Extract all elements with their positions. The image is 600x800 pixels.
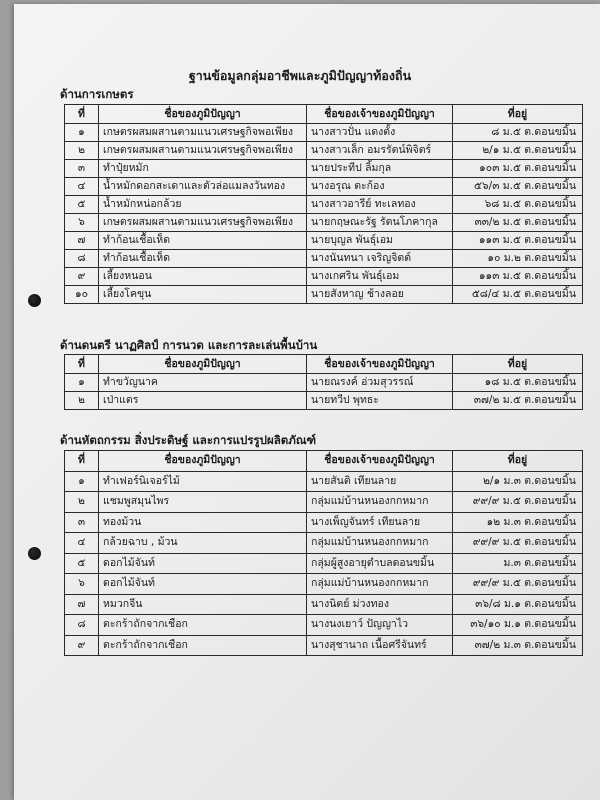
punch-hole [28,547,41,560]
owner-name: นางเกศริน พันธุ์เอม [307,268,453,286]
owner-name: นายทวีป พุทธะ [307,392,453,410]
table-row [65,471,583,492]
wisdom-name: ตะกร้าถักจากเชือก [99,635,307,656]
address: ๓๗/๒ ม.๕ ต.ดอนขมิ้น [453,392,583,410]
owner-name: นางเพ็ญจันทร์ เทียนลาย [307,512,453,533]
column-header-no: ที่ [65,105,99,124]
column-header-wisdom-name: ชื่อของภูมิปัญญา [99,105,307,124]
row-number: ๒ [65,142,99,160]
address: ๓๖/๑๐ ม.๑ ต.ดอนขมิ้น [453,615,583,636]
address: ๖๘ ม.๕ ต.ดอนขมิ้น [453,196,583,214]
address: ๓๓/๒ ม.๕ ต.ดอนขมิ้น [453,214,583,232]
column-header-no: ที่ [65,451,99,472]
address: ๒/๑ ม.๕ ต.ดอนขมิ้น [453,142,583,160]
owner-name: กลุ่มผู้สูงอายุตำบลดอนขมิ้น [307,553,453,574]
owner-name: นายสันติ เทียนลาย [307,471,453,492]
owner-name: กลุ่มแม่บ้านหนองกกหมาก [307,533,453,554]
wisdom-name: ทำปุ๋ยหมัก [99,160,307,178]
wisdom-name: เกษตรผสมผสานตามแนวเศรษฐกิจพอเพียง [99,142,307,160]
table-row [65,512,583,533]
section-title-handicraft: ด้านหัตถกรรม สิ่งประดิษฐ์ และการแปรรูปผลิตภัณฑ์ [60,433,317,447]
wisdom-name: ทองม้วน [99,512,307,533]
wisdom-name: เกษตรผสมผสานตามแนวเศรษฐกิจพอเพียง [99,214,307,232]
row-number: ๖ [65,214,99,232]
address: ม.๓ ต.ดอนขมิ้น [453,553,583,574]
table-row [65,492,583,513]
table-row [65,268,583,286]
owner-name: นายสังหาญ ช้างลอย [307,286,453,304]
owner-name: นางนันทนา เจริญจิตต์ [307,250,453,268]
row-number: ๑๐ [65,286,99,304]
punch-hole [28,294,41,307]
table-row [65,142,583,160]
wisdom-name: น้ำหมักดอกสะเดาและตัวล่อแมลงวันทอง [99,178,307,196]
table-row [65,374,583,392]
owner-name: นางนิตย์ ม่วงทอง [307,594,453,615]
owner-name: นายประทีป ลิ้มกุล [307,160,453,178]
table-row [65,594,583,615]
owner-name: นางนงเยาว์ ปัญญาไว [307,615,453,636]
owner-name: นางสาวปั่น แดงตั้ง [307,124,453,142]
row-number: ๒ [65,492,99,513]
table-row [65,392,583,410]
wisdom-name: เลี้ยงโคขุน [99,286,307,304]
wisdom-name: หมวกจีน [99,594,307,615]
table-row [65,533,583,554]
row-number: ๔ [65,178,99,196]
table-handicraft [64,450,583,656]
address: ๑๐๓ ม.๕ ต.ดอนขมิ้น [453,160,583,178]
address: ๙๙/๙ ม.๕ ต.ดอนขมิ้น [453,492,583,513]
wisdom-name: กล้วยฉาบ , ม้วน [99,533,307,554]
wisdom-name: ทำก้อนเชื้อเห็ด [99,250,307,268]
table-row [65,286,583,304]
row-number: ๘ [65,615,99,636]
table-row [65,178,583,196]
row-number: ๔ [65,533,99,554]
address: ๘ ม.๕ ต.ดอนขมิ้น [453,124,583,142]
table-row [65,214,583,232]
wisdom-name: ดอกไม้จันท์ [99,553,307,574]
owner-name: นางอรุณ ตะก้อง [307,178,453,196]
row-number: ๙ [65,268,99,286]
address: ๑๑๓ ม.๕ ต.ดอนขมิ้น [453,268,583,286]
column-header-address: ที่อยู่ [453,451,583,472]
owner-name: นางสาวอารีย์ ทะเลทอง [307,196,453,214]
wisdom-name: แชมพูสมุนไพร [99,492,307,513]
wisdom-name: ดอกไม้จันท์ [99,574,307,595]
column-header-address: ที่อยู่ [453,105,583,124]
address: ๑๑๓ ม.๕ ต.ดอนขมิ้น [453,232,583,250]
address: ๑๐ ม.๒ ต.ดอนขมิ้น [453,250,583,268]
wisdom-name: เป่าแตร [99,392,307,410]
wisdom-name: เกษตรผสมผสานตามแนวเศรษฐกิจพอเพียง [99,124,307,142]
wisdom-name: ทำขวัญนาค [99,374,307,392]
row-number: ๘ [65,250,99,268]
wisdom-name: ทำเฟอร์นิเจอร์ไม้ [99,471,307,492]
owner-name: กลุ่มแม่บ้านหนองกกหมาก [307,492,453,513]
row-number: ๕ [65,196,99,214]
wisdom-name: น้ำหมักหน่อกล้วย [99,196,307,214]
address: ๑๒ ม.๓ ต.ดอนขมิ้น [453,512,583,533]
table-row [65,553,583,574]
row-number: ๓ [65,160,99,178]
owner-name: นายณรงค์ อ่วมสุวรรณ์ [307,374,453,392]
wisdom-name: ตะกร้าถักจากเชือก [99,615,307,636]
column-header-wisdom-name: ชื่อของภูมิปัญญา [99,451,307,472]
address: ๙๙/๙ ม.๕ ต.ดอนขมิ้น [453,533,583,554]
table-row [65,160,583,178]
row-number: ๑ [65,471,99,492]
table-music-arts [64,354,583,410]
owner-name: นายบุญล พันธุ์เอม [307,232,453,250]
table-row [65,635,583,656]
wisdom-name: เลี้ยงหนอน [99,268,307,286]
owner-name: กลุ่มแม่บ้านหนองกกหมาก [307,574,453,595]
address: ๙๙/๙ ม.๕ ต.ดอนขมิ้น [453,574,583,595]
table-row [65,124,583,142]
row-number: ๕ [65,553,99,574]
row-number: ๒ [65,392,99,410]
table-row [65,250,583,268]
row-number: ๙ [65,635,99,656]
column-header-no: ที่ [65,355,99,374]
owner-name: นางสาวเล็ก อมรรัตน์พิจิตร์ [307,142,453,160]
row-number: ๗ [65,232,99,250]
row-number: ๑ [65,124,99,142]
row-number: ๗ [65,594,99,615]
column-header-wisdom-name: ชื่อของภูมิปัญญา [99,355,307,374]
table-agriculture [64,104,583,304]
column-header-owner-name: ชื่อของเจ้าของภูมิปัญญา [307,105,453,124]
address: ๒/๑ ม.๓ ต.ดอนขมิ้น [453,471,583,492]
row-number: ๖ [65,574,99,595]
address: ๓๖/๘ ม.๑ ต.ดอนขมิ้น [453,594,583,615]
address: ๓๗/๒ ม.๓ ต.ดอนขมิ้น [453,635,583,656]
table-row [65,574,583,595]
column-header-address: ที่อยู่ [453,355,583,374]
address: ๕๖/๓ ม.๕ ต.ดอนขมิ้น [453,178,583,196]
column-header-owner-name: ชื่อของเจ้าของภูมิปัญญา [307,451,453,472]
table-row [65,232,583,250]
wisdom-name: ทำก้อนเชื้อเห็ด [99,232,307,250]
row-number: ๑ [65,374,99,392]
column-header-owner-name: ชื่อของเจ้าของภูมิปัญญา [307,355,453,374]
table-row [65,615,583,636]
owner-name: นางสุชานาถ เนื้อศรีจันทร์ [307,635,453,656]
table-row [65,196,583,214]
section-title-agriculture: ด้านการเกษตร [60,87,134,101]
address: ๕๘/๔ ม.๕ ต.ดอนขมิ้น [453,286,583,304]
document-title: ฐานข้อมูลกลุ่มอาชีพและภูมิปัญญาท้องถิ่น [188,68,412,83]
section-title-music-arts: ด้านดนตรี นาฏศิลป์ การนวด และการละเล่นพื้นบ้าน [60,338,318,352]
address: ๑๘ ม.๕ ต.ดอนขมิ้น [453,374,583,392]
owner-name: นายกฤษณะรัฐ รัตนโภคากุล [307,214,453,232]
row-number: ๓ [65,512,99,533]
